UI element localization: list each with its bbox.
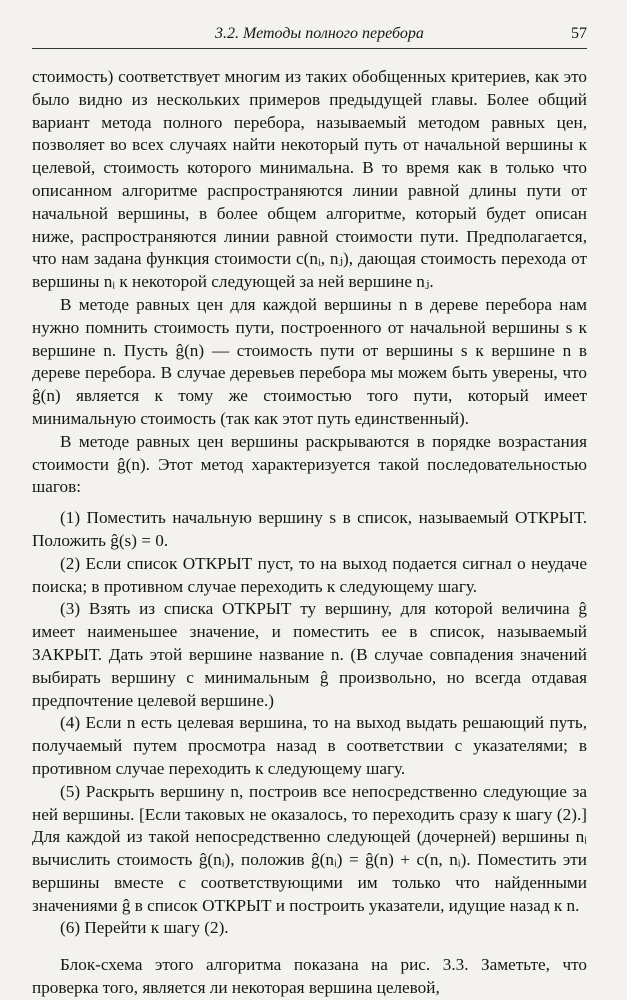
paragraph-continuation: стоимость) соответствует многим из таких обобщенных критериев, как это было видно из нескольких примеров предыдущей главы. Более общий вариант метода полного перебора, называемый методом равных цен, позволяет во всех случаях найти некоторый путь от начальной вершины к целевой, стоимость которого минимальна. В то время как в только что описанном алгоритме распространяются линии равной длины пути от начальной вершины, в более общем алгоритме, который будет описан ниже, распространяются линии равной стоимости пути. Предполагается, что нам задана функция стоимости c(nᵢ, nⱼ), дающая стоимость перехода от вершины nᵢ к некоторой следующей за ней вершине nⱼ. [32,67,587,292]
algorithm-step-6: (6) Перейти к шагу (2). [60,918,229,938]
page-number: 57 [571,25,587,42]
running-head [32,22,587,49]
algorithm-step-1: (1) Поместить начальную вершину s в список, называемый ОТКРЫТ. Положить ĝ(s) = 0. [32,508,587,550]
algorithm-step-3: (3) Взять из списка ОТКРЫТ ту вершину, для которой величина ĝ имеет наименьшее значение, и поместить ее в список, называемый ЗАКРЫТ. Дать этой вершине название n. (В случае совпадения значений выбирать вершину с минимальным ĝ произвольно, но всегда отдавая предпочтение целевой вершине.) [32,599,587,710]
paragraph-flowchart: Блок-схема этого алгоритма показана на рис. 3.3. Заметьте, что проверка того, является ли некоторая вершина целевой, [32,955,587,998]
paragraph-expansion-order: В методе равных цен вершины раскрываются в порядке возрастания стоимости ĝ(n). Этот метод характеризуется такой последовательностью шагов: [32,431,587,497]
section-title: 3.2. Методы полного перебора [215,25,424,42]
algorithm-step-4: (4) Если n есть целевая вершина, то на выход выдать решающий путь, получаемый путем просмотра назад в соответствии с указателями; в противном случае переходить к следующему шагу. [32,713,587,778]
algorithm-step-5: (5) Раскрыть вершину n, построив все непосредственно следующие за ней вершины. [Если таковых не оказалось, то переходить сразу к шагу (2).] Для каждой из такой непосредственно следующей (дочерней) вершины nᵢ вычислить стоимость ĝ(nᵢ), положив ĝ(nᵢ) = ĝ(n) + c(n, nᵢ). Поместить эти вершины вместе с соответствующими им только что найденными значениями ĝ в список ОТКРЫТ и построить указатели, идущие назад к n. [32,781,587,915]
body-text [32,66,587,1000]
paragraph-cost-function: В методе равных цен для каждой вершины n в дереве перебора нам нужно помнить стоимость пути, построенного от начальной вершины s к вершине n. Пусть ĝ(n) — стоимость пути от вершины s к вершине n в дереве перебора. В случае деревьев перебора мы можем быть уверены, что ĝ(n) является к тому же стоимостью того пути, который имеет минимальную стоимость (так как этот путь единственный). [32,294,587,428]
algorithm-step-2: (2) Если список ОТКРЫТ пуст, то на выход подается сигнал о неудаче поиска; в противном случае переходить к следующему шагу. [32,553,587,596]
